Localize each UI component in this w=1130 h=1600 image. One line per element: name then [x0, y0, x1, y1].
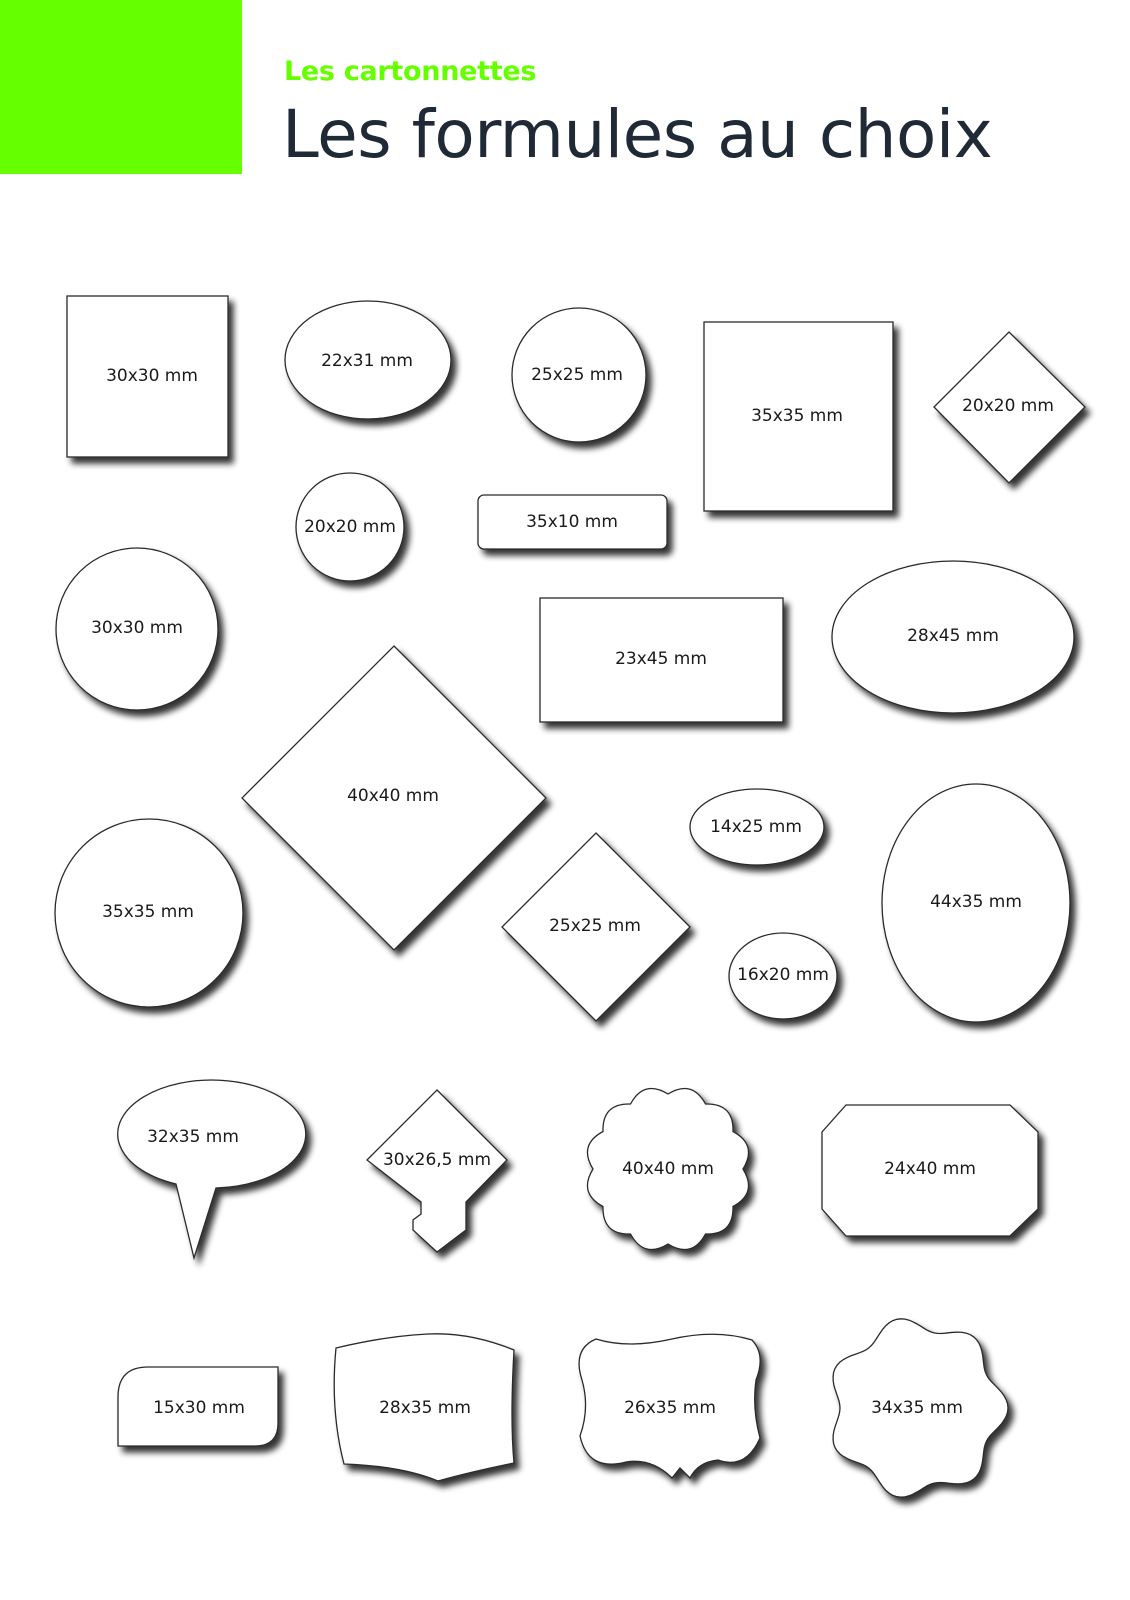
shape-oval-22x31	[285, 301, 451, 419]
page-subtitle: Les cartonnettes	[284, 56, 537, 87]
label-rect-23x45: 23x45 mm	[615, 649, 707, 669]
label-circle-20x20: 20x20 mm	[304, 517, 396, 537]
shape-speech-bubble-32x35	[118, 1080, 306, 1258]
label-speech-32x35: 32x35 mm	[147, 1127, 239, 1147]
page-title: Les formules au choix	[282, 96, 993, 173]
shape-diamond-20x20	[934, 332, 1085, 483]
label-shield-28x35: 28x35 mm	[379, 1398, 471, 1418]
shape-oval-14x25	[690, 789, 824, 865]
shape-octagon-24x40	[822, 1105, 1038, 1236]
shape-square-35x35	[704, 322, 893, 511]
label-wavy-34x35: 34x35 mm	[871, 1398, 963, 1418]
shape-stake-30x26-5	[367, 1090, 507, 1252]
label-bracket-26x35: 26x35 mm	[624, 1398, 716, 1418]
label-oval-22x31: 22x31 mm	[321, 351, 413, 371]
label-scallop-40x40: 40x40 mm	[622, 1159, 714, 1179]
shape-rect-23x45	[540, 598, 783, 722]
shape-oval-44x35	[882, 784, 1070, 1022]
label-oval-14x25: 14x25 mm	[710, 817, 802, 837]
label-oval-28x45: 28x45 mm	[907, 626, 999, 646]
shape-circle-35x35	[55, 819, 243, 1007]
label-rect-35x10: 35x10 mm	[526, 512, 618, 532]
shape-oval-28x45	[832, 561, 1074, 713]
shape-oval-16x20	[729, 933, 837, 1019]
shape-shield-28x35	[334, 1334, 514, 1481]
shape-circle-25x25	[512, 308, 646, 442]
label-circle-30x30: 30x30 mm	[91, 618, 183, 638]
label-diamond-40x40: 40x40 mm	[347, 786, 439, 806]
label-circle-25x25: 25x25 mm	[531, 365, 623, 385]
label-octagon-24x40: 24x40 mm	[884, 1159, 976, 1179]
shape-circle-20x20	[296, 473, 404, 581]
shape-diamond-25x25	[502, 833, 690, 1021]
shape-wavy-34x35	[833, 1319, 1008, 1497]
shape-circle-30x30	[56, 548, 218, 710]
label-stake-30x26-5: 30x26,5 mm	[382, 1150, 492, 1170]
shape-rect-35x10	[478, 495, 667, 549]
label-circle-35x35: 35x35 mm	[102, 902, 194, 922]
label-oval-16x20: 16x20 mm	[737, 965, 829, 985]
label-square-35x35: 35x35 mm	[751, 406, 843, 426]
shape-square-30x30	[67, 296, 228, 457]
label-diamond-25x25: 25x25 mm	[549, 916, 641, 936]
shape-diamond-40x40	[242, 646, 546, 950]
label-tab-15x30: 15x30 mm	[153, 1398, 245, 1418]
shape-tab-15x30	[118, 1367, 278, 1446]
label-oval-44x35: 44x35 mm	[930, 892, 1022, 912]
shape-scalloped-40x40	[587, 1088, 748, 1249]
shape-bracket-26x35	[579, 1334, 760, 1478]
label-square-30x30: 30x30 mm	[106, 366, 198, 386]
label-diamond-20x20: 20x20 mm	[962, 396, 1054, 416]
